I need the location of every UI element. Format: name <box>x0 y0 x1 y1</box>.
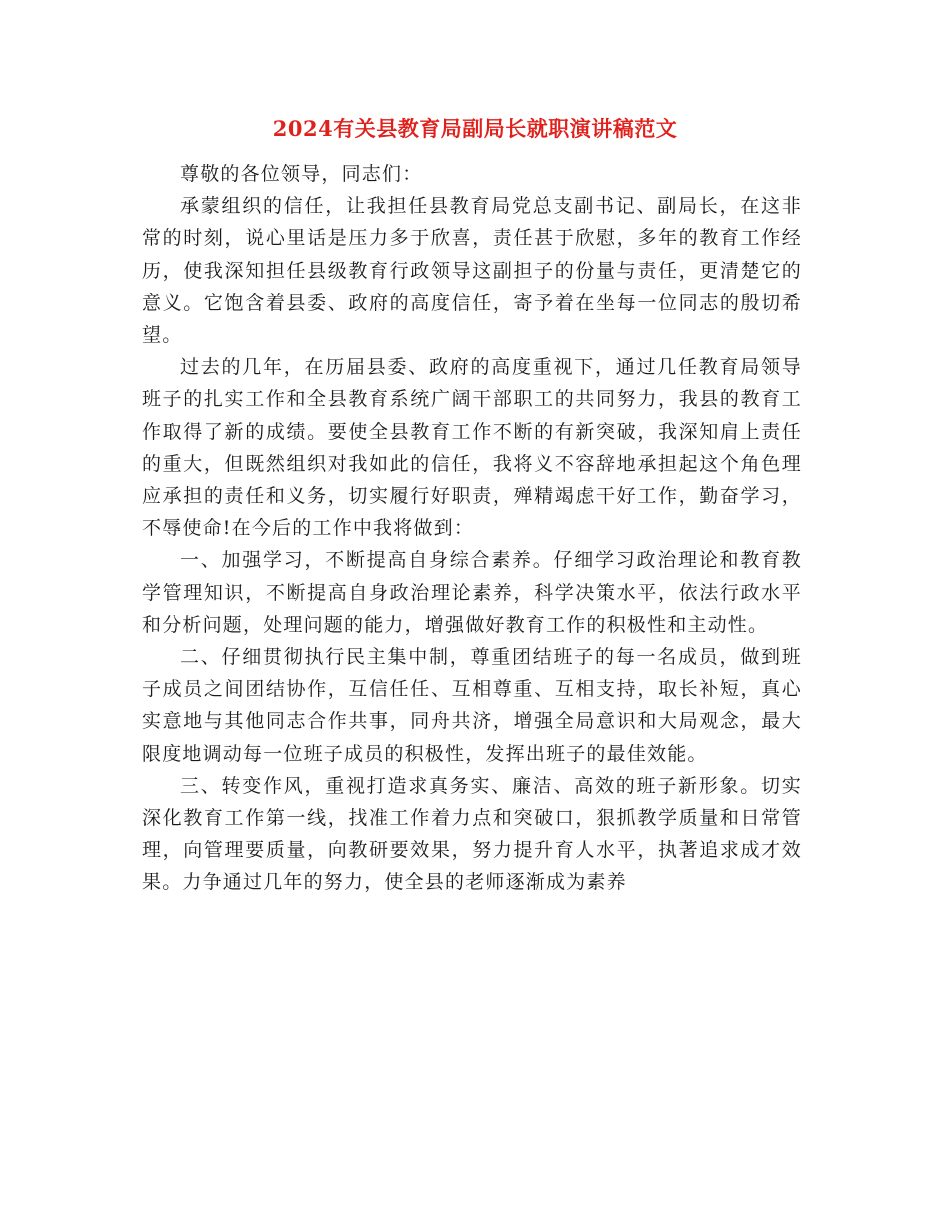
salutation-paragraph: 尊敬的各位领导，同志们： <box>180 163 423 185</box>
body-paragraph: 一、加强学习，不断提高自身综合素养。仔细学习政治理论和教育教学管理知识，不断提高自身政治理论素养，科学决策水平，依法行政水平和分析问题，处理问题的能力，增强做好教育工作的积极性和主动性。 <box>142 549 802 636</box>
body-paragraph: 过去的几年，在历届县委、政府的高度重视下，通过几任教育局领导班子的扎实工作和全县教育系统广阔干部职工的共同努力，我县的教育工作取得了新的成绩。要使全县教育工作不断的有新突破，我深知肩上责任的重大，但既然组织对我如此的信任，我将义不容辞地承担起这个角色理应承担的责任和义务，切实履行好职责，殚精竭虑干好工作，勤奋学习，不辱使命!在今后的工作中我将做到： <box>142 356 802 540</box>
document-body <box>142 158 802 899</box>
body-paragraph: 三、转变作风，重视打造求真务实、廉洁、高效的班子新形象。切实深化教育工作第一线，找准工作着力点和突破口，狠抓教学质量和日常管理，向管理要质量，向教研要效果，努力提升育人水平，执著追求成才效果。力争通过几年的努力，使全县的老师逐渐成为素养 <box>142 774 802 894</box>
body-paragraph: 承蒙组织的信任，让我担任县教育局党总支副书记、副局长，在这非常的时刻，说心里话是压力多于欣喜，责任甚于欣慰，多年的教育工作经历，使我深知担任县级教育行政领导这副担子的份量与责任，更清楚它的意义。它饱含着县委、政府的高度信任，寄予着在坐每一位同志的殷切希望。 <box>142 195 802 347</box>
document-title: 2024有关县教育局副局长就职演讲稿范文 <box>272 116 678 141</box>
body-paragraph: 二、仔细贯彻执行民主集中制，尊重团结班子的每一名成员，做到班子成员之间团结协作，互信任任、互相尊重、互相支持，取长补短，真心实意地与其他同志合作共事，同舟共济，增强全局意识和大局观念，最大限度地调动每一位班子成员的积极性，发挥出班子的最佳效能。 <box>142 646 802 765</box>
